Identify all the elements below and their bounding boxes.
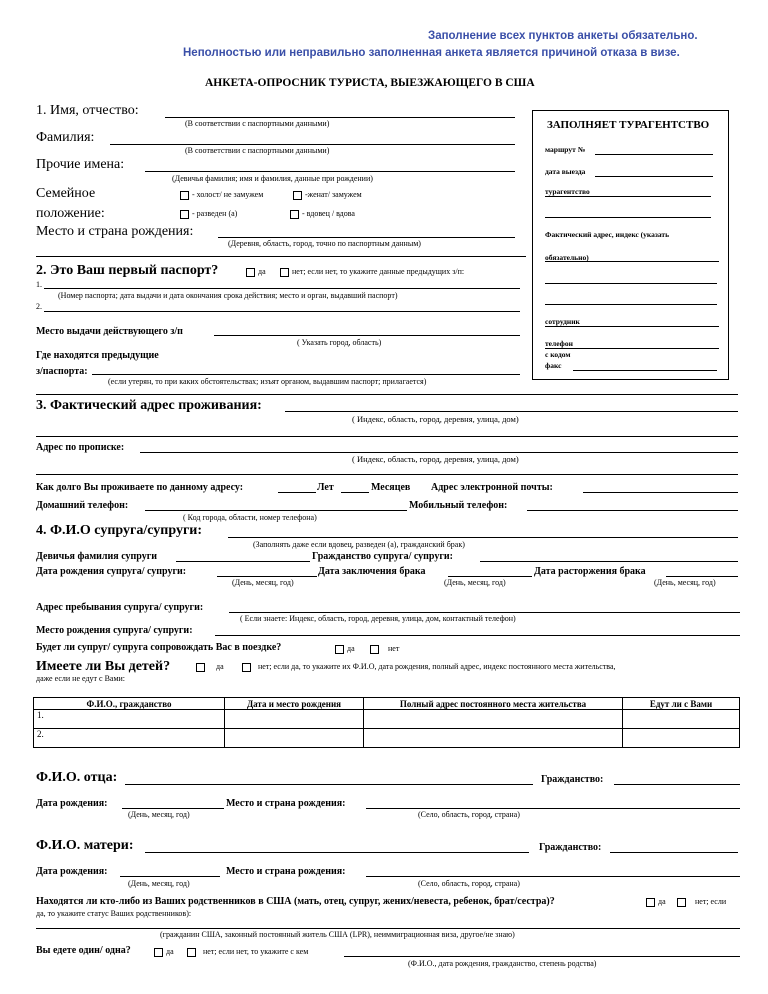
father-dob-label: Дата рождения: — [36, 798, 108, 809]
mother-citizenship-field[interactable] — [610, 852, 738, 853]
father-citizenship-field[interactable] — [614, 784, 740, 785]
relatives-field[interactable] — [36, 928, 740, 929]
birthplace-extra-line[interactable] — [36, 256, 526, 257]
phone-hint: ( Код города, области, номер телефона) — [183, 513, 317, 522]
actual-address-label: 3. Фактический адрес проживания: — [36, 398, 262, 413]
mother-birthplace-hint: (Село, область, город, страна) — [418, 879, 520, 888]
mother-name-label: Ф.И.О. матери: — [36, 838, 134, 853]
first-passport-no[interactable] — [280, 267, 464, 277]
actual-address-field[interactable] — [285, 411, 738, 412]
surname-label: Фамилия: — [36, 130, 95, 145]
email-label: Адрес электронной почты: — [431, 482, 553, 493]
option-widowed[interactable] — [290, 209, 355, 219]
years-field[interactable] — [278, 492, 316, 493]
married-label: -женат/ замужем — [305, 190, 362, 199]
alone-yes-checkbox[interactable] — [154, 948, 163, 957]
alone-hint: (Ф.И.О., дата рождения, гражданство, степень родства) — [408, 959, 597, 968]
spouse-dob-hint: (День, месяц, год) — [232, 578, 294, 587]
reg-address-hint: ( Индекс, область, город, деревня, улица, дом) — [352, 454, 519, 464]
table-cell[interactable] — [623, 729, 740, 748]
agency-title: ЗАПОЛНЯЕТ ТУРАГЕНТСТВО — [547, 119, 710, 131]
reg-address-line-2[interactable] — [36, 474, 738, 475]
spouse-address-hint: ( Если знаете: Индекс, область, город, деревня, улица, дом, контактный телефон) — [240, 614, 516, 623]
howlong-label: Как долго Вы проживаете по данному адресу: — [36, 482, 244, 493]
reg-address-field[interactable] — [140, 452, 738, 453]
accompany-yes[interactable] — [335, 644, 355, 654]
relatives-no[interactable] — [677, 897, 726, 907]
col-name: Ф.И.О., гражданство — [34, 698, 225, 710]
years-label: Лет — [317, 482, 334, 493]
relatives-hint: (гражданин США, законный постоянный житель США (LPR), неиммиграционная виза, другое/не знаю) — [160, 930, 515, 939]
notice-line-2: Неполностью или неправильно заполненная анкета является причиной отказа в визе. — [183, 47, 680, 59]
children-line-2: даже если не едут с Вами: — [36, 674, 126, 683]
col-travel: Едут ли с Вами — [623, 698, 740, 710]
spouse-citizenship-field[interactable] — [480, 561, 738, 562]
other-names-label: Прочие имена: — [36, 157, 125, 172]
agency-address-label: Фактический адрес, индекс (указать — [545, 230, 670, 239]
agency-departure-label: дата выезда — [545, 167, 586, 176]
col-address: Полный адрес постоянного места жительства — [364, 698, 623, 710]
first-passport-yes[interactable] — [246, 267, 266, 277]
mother-dob-field[interactable] — [120, 876, 220, 877]
divorce-date-field[interactable] — [666, 576, 738, 577]
col-birth: Дата и место рождения — [225, 698, 364, 710]
divorced-label: - разведен (а) — [192, 209, 238, 218]
children-yes[interactable] — [196, 662, 224, 672]
surname-field[interactable] — [110, 144, 515, 145]
mother-name-field[interactable] — [145, 852, 529, 853]
spouse-address-field[interactable] — [229, 612, 740, 613]
widowed-label: - вдовец / вдова — [302, 209, 355, 218]
mother-birthplace-field[interactable] — [366, 876, 740, 877]
children-no-label: нет; если да, то укажите их Ф.И.О, дата рождения, полный адрес, индекс постоянного места жительства, — [258, 662, 616, 671]
spouse-birthplace-label: Место рождения супруга/ супруги: — [36, 625, 193, 636]
agency-code-label: с кодом — [545, 350, 571, 359]
agency-address-line-2[interactable] — [545, 283, 717, 284]
spouse-accompany-label: Будет ли супруг/ супруга сопровождать Вас в поездке? — [36, 642, 282, 653]
spouse-maiden-field[interactable] — [176, 561, 310, 562]
name-label: 1. Имя, отчество: — [36, 103, 139, 118]
agency-name-field[interactable] — [545, 196, 711, 197]
divorce-date-label: Дата расторжения брака — [534, 566, 646, 577]
months-field[interactable] — [341, 492, 369, 493]
father-birthplace-field[interactable] — [366, 808, 740, 809]
spouse-address-label: Адрес пребывания супруга/ супруги: — [36, 602, 204, 613]
agency-address-label-2: обязательно) — [545, 253, 589, 262]
mother-citizenship-label: Гражданство: — [539, 842, 602, 853]
children-yes-label: да — [216, 662, 224, 671]
email-field[interactable] — [583, 492, 738, 493]
relatives-yes[interactable] — [646, 897, 666, 907]
children-table — [33, 697, 740, 748]
children-table-header — [34, 698, 740, 710]
father-name-field[interactable] — [125, 784, 533, 785]
home-phone-label: Домашний телефон: — [36, 500, 129, 511]
relatives-question: Находятся ли кто-либо из Ваших родственников в США (мать, отец, супруг, жених/невеста, ребенок, брат/сестра)? — [36, 896, 555, 907]
prev-passport-1-num: 1. — [36, 280, 42, 289]
issue-place-field[interactable] — [214, 335, 520, 336]
table-cell[interactable]: 2. — [34, 729, 225, 748]
divorce-date-hint: (День, месяц, год) — [654, 578, 716, 587]
widowed-checkbox[interactable] — [290, 210, 299, 219]
table-row — [34, 729, 740, 748]
actual-address-hint: ( Индекс, область, город, деревня, улица, дом) — [352, 414, 519, 424]
father-birthplace-hint: (Село, область, город, страна) — [418, 810, 520, 819]
mobile-phone-field[interactable] — [527, 510, 738, 511]
passport-yes-label: да — [258, 267, 266, 276]
table-cell[interactable] — [623, 710, 740, 729]
table-cell[interactable] — [364, 710, 623, 729]
agency-fax-label: факс — [545, 361, 562, 370]
prev-passport-2-num: 2. — [36, 302, 42, 311]
option-divorced[interactable] — [180, 209, 237, 219]
section2-bottom-line[interactable] — [36, 394, 738, 395]
father-dob-field[interactable] — [122, 808, 224, 809]
divorced-checkbox[interactable] — [180, 210, 189, 219]
spouse-birthplace-field[interactable] — [215, 635, 740, 636]
relatives-line-2: да, то укажите статус Ваших родственников): — [36, 909, 192, 918]
table-cell[interactable] — [225, 729, 364, 748]
name-field[interactable] — [165, 117, 515, 118]
alone-yes[interactable] — [154, 947, 174, 957]
surname-hint: (В соответствии с паспортными данными) — [185, 146, 330, 155]
passport-no-label: нет; если нет, то укажите данные предыдущих з/п: — [292, 267, 465, 276]
months-label: Месяцев — [371, 482, 411, 493]
first-passport-question: 2. Это Ваш первый паспорт? — [36, 263, 219, 278]
table-cell[interactable] — [364, 729, 623, 748]
accompany-no[interactable] — [370, 644, 399, 654]
children-no[interactable] — [242, 662, 616, 672]
accompany-no-label: нет — [388, 644, 400, 653]
spouse-citizenship-label: Гражданство супруга/ супруги: — [312, 551, 453, 562]
accompany-yes-label: да — [347, 644, 355, 653]
prev-location-label-1: Где находятся предыдущие — [36, 350, 159, 361]
relatives-no-label: нет; если — [695, 897, 727, 906]
birthplace-field[interactable] — [218, 237, 515, 238]
agency-employee-field[interactable] — [545, 326, 719, 327]
prev-location-hint: (если утерян, то при каких обстоятельствах; изъят органом, выдавшим паспорт; прилагается) — [108, 377, 427, 386]
alone-companion-field[interactable] — [344, 956, 740, 957]
father-citizenship-label: Гражданство: — [541, 774, 604, 785]
issue-place-hint: ( Указать город, область) — [297, 338, 382, 347]
single-label: - холост/ не замужем — [192, 190, 264, 199]
agency-route-field[interactable] — [595, 154, 713, 155]
spouse-name-field[interactable] — [228, 537, 738, 538]
option-married[interactable] — [293, 190, 362, 200]
passport-no-checkbox[interactable] — [280, 268, 289, 277]
marriage-date-field[interactable] — [448, 576, 532, 577]
name-hint: (В соответствии с паспортными данными) — [185, 119, 330, 128]
reg-address-label: Адрес по прописке: — [36, 442, 125, 453]
father-dob-hint: (День, месяц, год) — [128, 810, 190, 819]
alone-question: Вы едете один/ одна? — [36, 945, 131, 956]
mother-dob-label: Дата рождения: — [36, 866, 108, 877]
prev-location-field[interactable] — [92, 374, 520, 375]
agency-phone-label: телефон — [545, 339, 573, 348]
single-checkbox[interactable] — [180, 191, 189, 200]
accompany-yes-checkbox[interactable] — [335, 645, 344, 654]
alone-no-label: нет; если нет, то укажите с кем — [203, 947, 309, 956]
agency-phone-field[interactable] — [545, 348, 719, 349]
table-cell[interactable] — [225, 710, 364, 729]
mother-birthplace-label: Место и страна рождения: — [226, 866, 346, 877]
alone-yes-label: да — [166, 947, 174, 956]
option-single[interactable] — [180, 190, 263, 200]
agency-name-label: турагентство — [545, 187, 590, 196]
birthplace-hint: (Деревня, область, город, точно по паспортным данным) — [228, 239, 421, 248]
birthplace-label: Место и страна рождения: — [36, 224, 194, 239]
children-yes-checkbox[interactable] — [196, 663, 205, 672]
married-checkbox[interactable] — [293, 191, 302, 200]
mobile-phone-label: Мобильный телефон: — [409, 500, 508, 511]
spouse-dob-field[interactable] — [217, 576, 317, 577]
spouse-dob-label: Дата рождения супруга/ супруги: — [36, 566, 187, 577]
father-name-label: Ф.И.О. отца: — [36, 770, 118, 785]
mother-dob-hint: (День, месяц, год) — [128, 879, 190, 888]
passport-yes-checkbox[interactable] — [246, 268, 255, 277]
marital-label-1: Семейное — [36, 186, 96, 201]
agency-fax-field[interactable] — [573, 370, 717, 371]
notice-line-1: Заполнение всех пунктов анкеты обязательно. — [428, 30, 698, 42]
agency-box — [532, 110, 729, 380]
children-question: Имеете ли Вы детей? — [36, 659, 171, 674]
other-names-field[interactable] — [145, 171, 515, 172]
table-row — [34, 710, 740, 729]
father-birthplace-label: Место и страна рождения: — [226, 798, 346, 809]
prev-location-label-2: з/паспорта: — [36, 366, 88, 377]
issue-place-label: Место выдачи действующего з/п — [36, 326, 183, 337]
alone-no[interactable] — [187, 947, 308, 957]
actual-address-line-2[interactable] — [36, 436, 738, 437]
marital-label-2: положение: — [36, 206, 105, 221]
agency-departure-field[interactable] — [595, 176, 713, 177]
other-names-hint: (Девичья фамилия; имя и фамилия, данные при рождении) — [172, 174, 373, 183]
prev-passport-hint: (Номер паспорта; дата выдачи и дата окончания срока действия; место и орган, выдавший паспорт) — [58, 291, 398, 300]
agency-extra-line[interactable] — [545, 217, 711, 218]
marriage-date-label: Дата заключения брака — [318, 566, 426, 577]
agency-address-line-1[interactable] — [545, 261, 719, 262]
relatives-yes-label: да — [658, 897, 666, 906]
children-no-checkbox[interactable] — [242, 663, 251, 672]
home-phone-field[interactable] — [145, 510, 407, 511]
spouse-name-hint: (Заполнять даже если вдовец, разведен (а), гражданский брак) — [253, 540, 465, 549]
relatives-yes-checkbox[interactable] — [646, 898, 655, 907]
spouse-name-label: 4. Ф.И.О супруга/супруги: — [36, 523, 203, 538]
agency-address-line-3[interactable] — [545, 304, 717, 305]
accompany-no-checkbox[interactable] — [370, 645, 379, 654]
alone-no-checkbox[interactable] — [187, 948, 196, 957]
agency-employee-label: сотрудник — [545, 317, 580, 326]
marriage-date-hint: (День, месяц, год) — [444, 578, 506, 587]
relatives-no-checkbox[interactable] — [677, 898, 686, 907]
prev-passport-1-field[interactable] — [44, 288, 520, 289]
prev-passport-2-field[interactable] — [44, 311, 520, 312]
agency-route-label: маршрут № — [545, 145, 586, 154]
spouse-maiden-label: Девичья фамилия супруги — [36, 551, 158, 562]
form-title: АНКЕТА-ОПРОСНИК ТУРИСТА, ВЫЕЗЖАЮЩЕГО В США — [205, 77, 535, 89]
table-cell[interactable]: 1. — [34, 710, 225, 729]
